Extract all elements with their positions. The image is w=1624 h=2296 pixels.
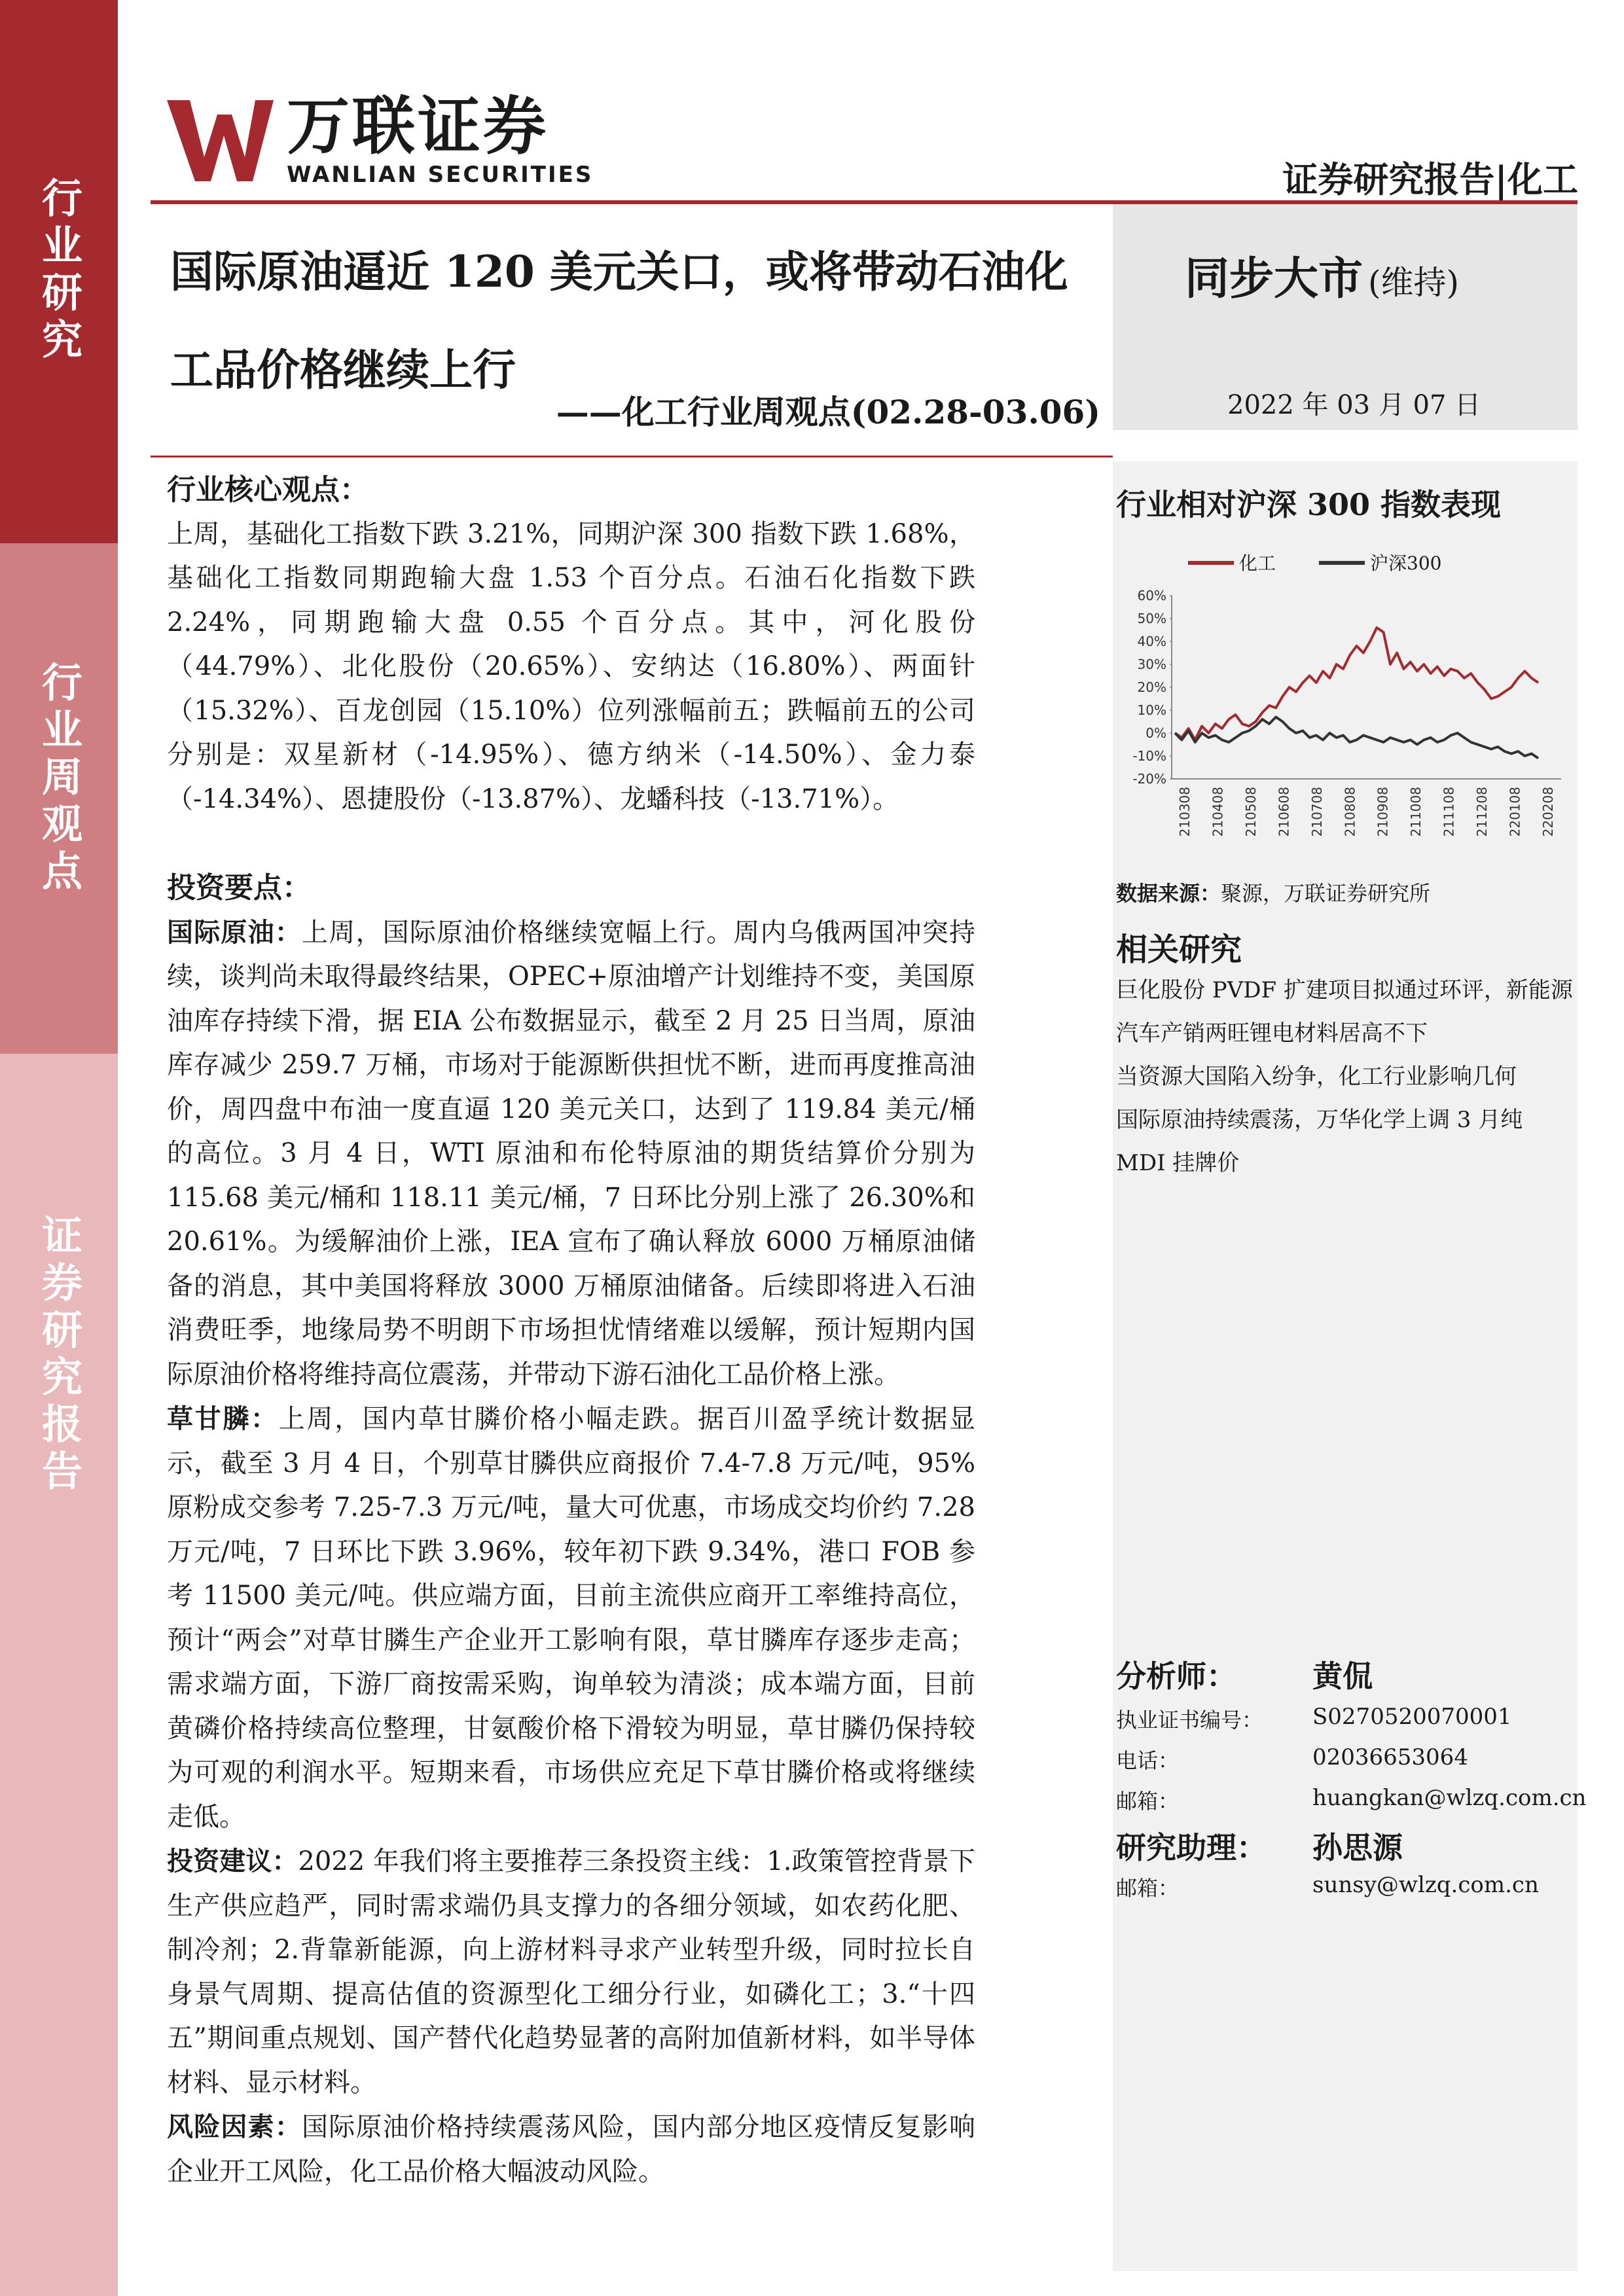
- x-tick-label: 210508: [1242, 787, 1259, 837]
- sidebar-segment-industry-research: [0, 0, 118, 543]
- chart-source-value: 聚源，万联证券研究所: [1221, 881, 1431, 906]
- phone-row: [1116, 1744, 1468, 1774]
- email-row: [1116, 1785, 1587, 1815]
- x-tick-label: 210308: [1177, 787, 1193, 837]
- related-heading: 相关研究: [1116, 931, 1242, 968]
- related-list: [1116, 969, 1574, 1185]
- wanlian-logo-mark-icon: [164, 95, 275, 187]
- risk-lead: 风险因素：: [167, 2111, 302, 2142]
- y-tick-label: -20%: [1132, 771, 1166, 787]
- glyphosate-text: 上周，国内草甘膦价格小幅走跌。据百川盈孚统计数据显示，截至 3 月 4 日，个别草甘膦供应商报价 7.4-7.8 万元/吨，95%原粉成交参考 7.25-7.3 万元/吨，量大可优惠，市场成交均价约 7.28 万元/吨，7 日环比下跌 3.96%，较年初下跌 9.34%，港口 FOB 参考 11500 美元/吨。供应端方面，目前主流供应商开工率维持高位，预计“两会”对草甘膦生产企业开工影响有限，草甘膦库存逐步走高；需求端方面，下游厂商按需采购，询单较为清淡；成本端方面，目前黄磷价格持续高位整理，甘氨酸价格下滑较为明显，草甘膦仍保持较为可观的利润水平。短期来看，市场供应充足下草甘膦价格或将继续走低。: [167, 1404, 976, 1832]
- series-line: [1175, 717, 1538, 759]
- cert-row: [1116, 1704, 1512, 1734]
- sidebar-segment-report: [0, 1054, 118, 2296]
- chart-title: 行业相对沪深 300 指数表现: [1116, 487, 1502, 522]
- report-date: 2022 年 03 月 07 日: [1227, 390, 1481, 420]
- logo-chinese-name: 万联证券: [287, 90, 549, 163]
- risk-text: 国际原油价格持续震荡风险，国内部分地区疫情反复影响企业开工风险，化工品价格大幅波动风险。: [167, 2112, 976, 2187]
- rating-qualifier: (维持): [1368, 264, 1460, 302]
- chart-source-label: 数据来源：: [1116, 881, 1221, 906]
- phone-value: 02036653064: [1312, 1744, 1468, 1770]
- company-logo: [164, 92, 593, 190]
- y-tick-label: 0%: [1146, 725, 1166, 741]
- x-tick-label: 210908: [1375, 787, 1391, 837]
- cert-value: S0270520070001: [1312, 1704, 1512, 1730]
- sidebar-label-industry-research: 行业研究: [35, 177, 83, 365]
- logo-english-name: WANLIAN SECURITIES: [287, 162, 594, 188]
- assistant-email-label: 邮箱：: [1116, 1876, 1180, 1901]
- advice-lead: 投资建议：: [167, 1846, 298, 1876]
- risk-paragraph: [167, 2105, 975, 2194]
- glyphosate-paragraph: [167, 1397, 975, 1839]
- related-item[interactable]: 国际原油持续震荡，万华化学上调 3 月纯 MDI 挂牌价: [1116, 1107, 1523, 1176]
- assistant-row: [1116, 1824, 1403, 1867]
- x-tick-label: 210408: [1210, 787, 1226, 837]
- x-tick-label: 210808: [1342, 787, 1358, 837]
- legend-label: 化工: [1239, 552, 1276, 574]
- x-tick-label: 211208: [1474, 787, 1490, 837]
- cert-label: 执业证书编号：: [1116, 1708, 1263, 1732]
- x-tick-label: 210608: [1276, 787, 1292, 837]
- y-tick-label: 60%: [1137, 588, 1166, 603]
- invest-heading: 投资要点：: [167, 871, 311, 905]
- glyphosate-lead: 草甘膦：: [167, 1403, 279, 1434]
- core-paragraph: 上周，基础化工指数下跌 3.21%，同期沪深 300 指数下跌 1.68%，基础化工指数同期跑输大盘 1.53 个百分点。石油石化指数下跌 2.24%，同期跑输大盘 0.55 个百分点。其中，河化股份（44.79%）、北化股份（20.65%）、安纳达（16.80%）、两面针（15.32%）、百龙创园（15.10%）位列涨幅前五；跌幅前五的公司分别是：双星新材（-14.95%）、德方纳米（-14.50%）、金力泰（-14.34%）、恩捷股份（-13.87%）、龙蟠科技（-13.71%）。: [167, 518, 975, 814]
- rating: [1185, 243, 1459, 307]
- y-tick-label: 30%: [1137, 656, 1166, 672]
- sidebar-label-report: 证券研究报告: [35, 1214, 83, 1497]
- related-item[interactable]: 当资源大国陷入纷争，化工行业影响几何: [1116, 1064, 1517, 1090]
- email-value[interactable]: huangkan@wlzq.com.cn: [1312, 1785, 1587, 1811]
- analyst-row: [1116, 1653, 1373, 1696]
- rating-box: [1113, 204, 1578, 430]
- assistant-name: 孙思源: [1312, 1830, 1403, 1865]
- email-label: 邮箱：: [1116, 1789, 1180, 1814]
- x-tick-label: 210708: [1308, 787, 1325, 837]
- oil-paragraph: [167, 910, 975, 1397]
- y-tick-label: -10%: [1132, 748, 1166, 764]
- phone-label: 电话：: [1116, 1748, 1180, 1773]
- core-heading: 行业核心观点：: [167, 473, 369, 507]
- report-type: 证券研究报告|化工: [1282, 158, 1578, 200]
- sidebar-label-weekly: 行业周观点: [35, 661, 83, 897]
- assistant-label: 研究助理：: [1116, 1830, 1267, 1865]
- analyst-label: 分析师：: [1116, 1659, 1236, 1694]
- x-tick-label: 211008: [1408, 787, 1424, 837]
- title-divider: [151, 456, 1113, 457]
- report-title: 国际原油逼近 120 美元关口，或将带动石油化工品价格继续上行: [170, 246, 1068, 395]
- related-item[interactable]: 巨化股份 PVDF 扩建项目拟通过环评，新能源汽车产销两旺锂电材料居高不下: [1116, 977, 1573, 1047]
- y-tick-label: 20%: [1137, 679, 1166, 695]
- x-tick-label: 220108: [1507, 787, 1523, 837]
- performance-chart-svg: [1116, 537, 1574, 877]
- report-subtitle: ——化工行业周观点(02.28-03.06): [556, 393, 1100, 431]
- y-tick-label: 40%: [1137, 634, 1166, 649]
- legend-label: 沪深300: [1370, 552, 1442, 574]
- y-tick-label: 50%: [1137, 611, 1166, 626]
- chart-source: [1116, 877, 1430, 907]
- analyst-name: 黄侃: [1312, 1659, 1373, 1694]
- oil-text: 上周，国际原油价格继续宽幅上行。周内乌俄两国冲突持续，谈判尚未取得最终结果，OPEC+原油增产计划维持不变，美国原油库存持续下滑，据 EIA 公布数据显示，截至 2 月 25 日当周，原油库存减少 259.7 万桶，市场对于能源断供担忧不断，进而再度推高油价，周四盘中布油一度直逼 120 美元关口，达到了 119.84 美元/桶的高位。3 月 4 日，WTI 原油和布伦特原油的期货结算价分别为 115.68 美元/桶和 118.11 美元/桶，7 日环比分别上涨了 26.30%和 20.61%。为缓解油价上涨，IEA 宣布了确认释放 6000 万桶原油储备的消息，其中美国将释放 3000 万桶原油储备。后续即将进入石油消费旺季，地缘局势不明朗下市场担忧情绪难以缓解，预计短期内国际原油价格将维持高位震荡，并带动下游石油化工品价格上涨。: [167, 917, 976, 1390]
- series-line: [1175, 628, 1538, 740]
- advice-text: 2022 年我们将主要推荐三条投资主线：1.政策管控背景下生产供应趋严，同时需求端仍具支撑力的各细分领域，如农药化肥、制冷剂；2.背靠新能源，向上游材料寻求产业转型升级，同时拉长自身景气周期、提高估值的资源型化工细分行业，如磷化工；3.“十四五”期间重点规划、国产替代化趋势显著的高附加值新材料，如半导体材料、显示材料。: [167, 1846, 975, 2098]
- x-tick-label: 220208: [1540, 787, 1556, 837]
- sidebar-segment-weekly: [0, 543, 118, 1054]
- advice-paragraph: [167, 1839, 975, 2105]
- left-sidebar: [0, 0, 118, 2296]
- main-body: [167, 468, 975, 2194]
- oil-lead: 国际原油：: [167, 916, 302, 948]
- performance-chart: [1116, 537, 1574, 877]
- assistant-email-value[interactable]: sunsy@wlzq.com.cn: [1312, 1872, 1539, 1898]
- rating-label: 同步大市: [1185, 253, 1363, 305]
- x-tick-label: 211108: [1441, 787, 1457, 837]
- y-tick-label: 10%: [1137, 702, 1166, 718]
- assistant-email-row: [1116, 1872, 1539, 1902]
